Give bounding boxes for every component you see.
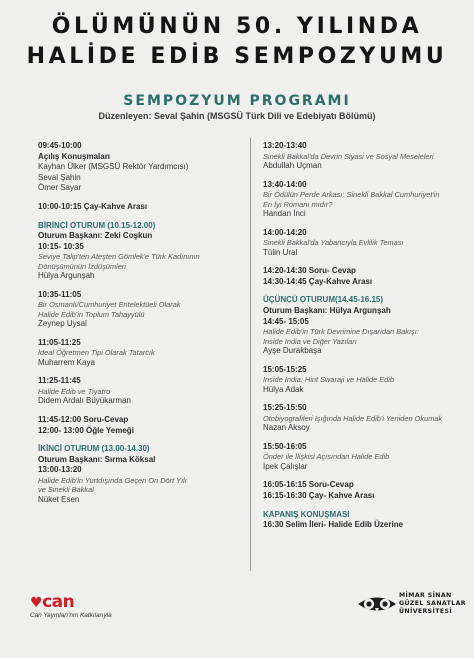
session-time: 16:30 Selim İleri- Halide Edib Üzerine xyxy=(263,520,404,530)
msgsu-logo-text xyxy=(399,592,466,616)
talk-title: ve Sinekli Bakkal xyxy=(38,485,94,495)
program-item xyxy=(38,202,238,213)
session-heading: KAPANIŞ KONUŞMASI xyxy=(263,509,350,519)
session-time: 11:45-12:00 Soru-Cevap xyxy=(38,414,129,424)
program-item xyxy=(38,290,238,330)
talk-title: Sinekli Bakkal'da Devrin Siyasi ve Sosyal Meseleleri xyxy=(263,151,434,161)
speaker-name: Hülya Adak xyxy=(263,384,304,394)
talk-title: En İyi Romanı mıdır? xyxy=(263,199,333,209)
can-logo-text: can xyxy=(42,592,75,612)
msgsu-line-1: MİMAR SİNAN xyxy=(399,592,452,599)
speaker-name: Ömer Sayar xyxy=(38,183,82,193)
session-time: 10:00-10:15 Çay-Kahve Arası xyxy=(38,201,148,211)
speaker-name: Muharrem Kaya xyxy=(38,357,95,367)
session-heading: ÜÇÜNCÜ OTURUM(14.45-16.15) xyxy=(263,295,384,305)
program-item xyxy=(263,403,468,434)
session-label: Oturum Başkanı: Zeki Coşkun xyxy=(38,231,153,241)
speaker-name: Nüket Esen xyxy=(38,494,80,504)
talk-title: Inside India ve Diğer Yazıları xyxy=(263,336,357,346)
talk-title: Önder ile İlişkisi Açısından Halide Edib xyxy=(263,452,390,462)
program-item xyxy=(38,376,238,407)
session-time: 13:00-13:20 xyxy=(38,465,82,475)
session-heading: İKİNCİ OTURUM (13.00-14.30) xyxy=(38,444,150,454)
session-time: 16:15-16:30 Çay- Kahve Arası xyxy=(263,490,375,500)
speaker-name: Handan İnci xyxy=(263,209,306,218)
program-item xyxy=(263,510,468,531)
program-item xyxy=(38,415,238,436)
session-label: Açılış Konuşmaları xyxy=(38,151,111,161)
can-logo xyxy=(30,592,74,612)
speaker-name: Kayhan Ülker (MSGSÜ Rektör Yardımcısı) xyxy=(38,162,189,172)
speaker-name: Zeynep Uysal xyxy=(38,319,87,329)
session-time: 11:05-11:25 xyxy=(38,337,81,347)
talk-title: Halide Edib'in Yurtdışında Geçen On Dört Yılı xyxy=(38,475,187,485)
talk-title: Sinekli Bakkal'da Yabancıyla Evlilik Teması xyxy=(263,238,404,248)
msgsu-line-2: GÜZEL SANATLAR xyxy=(399,600,466,607)
speaker-name: Nazan Aksoy xyxy=(263,423,310,433)
speaker-name: Ayşe Durakbaşa xyxy=(263,345,322,355)
talk-title: Otobiyografileri Işığında Halide Edib'i Yeniden Okumak xyxy=(263,413,443,423)
program-item xyxy=(38,221,238,282)
session-heading: BİRİNCİ OTURUM (10.15-12.00) xyxy=(38,220,156,230)
headline-line-1: ÖLÜMÜNÜN 50. YILINDA xyxy=(51,14,423,39)
talk-title: Dönüşümünün İzdüşümleri xyxy=(38,261,126,271)
program-item xyxy=(263,365,468,396)
talk-title: Halide Edib'in Türk Devrimine Dışarıdan Bakışı: xyxy=(263,327,419,337)
speaker-name: Tülin Ural xyxy=(263,247,298,257)
program-item xyxy=(263,141,468,172)
talk-title: Seviye Talip'ten Ateşten Gömlek'e Türk Kadınının xyxy=(38,252,200,262)
program-item xyxy=(38,444,238,505)
talk-title: İdeal Öğretmen Tipi Olarak Tatarcık xyxy=(38,348,155,358)
msgsu-line-3: ÜNİVERSİTESİ xyxy=(399,608,453,615)
session-time: 11:25-11:45 xyxy=(38,376,81,386)
program-title: SEMPOZYUM PROGRAMI xyxy=(123,93,351,109)
session-time: 10:35-11:05 xyxy=(38,289,82,299)
session-time: 12:00- 13:00 Öğle Yemeği xyxy=(38,425,134,435)
program-item xyxy=(38,141,238,194)
program-item xyxy=(263,295,468,356)
program-item xyxy=(263,228,468,259)
program-item xyxy=(38,338,238,369)
headline-line-2: HALİDE EDİB SEMPOZYUMU xyxy=(26,44,448,69)
session-time: 15:25-15:50 xyxy=(263,403,307,413)
session-time: 14:00-14:20 xyxy=(263,227,307,237)
session-time: 15:05-15:25 xyxy=(263,364,307,374)
session-time: 14:20-14:30 Soru- Cevap xyxy=(263,266,356,276)
session-time: 14:45- 15:05 xyxy=(263,316,309,326)
session-label: Oturum Başkanı: Hülya Argunşah xyxy=(263,305,391,315)
program-item xyxy=(263,266,468,287)
can-caption: Can Yayınları'nın Katkılarıyla xyxy=(30,612,112,619)
session-time: 15:50-16:05 xyxy=(263,441,307,451)
session-time: 14:30-14:45 Çay-Kahve Arası xyxy=(263,276,373,286)
heart-icon: ♥ xyxy=(30,595,43,611)
session-time: 16:05-16:15 Soru-Cevap xyxy=(263,480,354,490)
session-time: 13:20-13:40 xyxy=(263,141,307,150)
speaker-name: İpek Çalışlar xyxy=(263,461,308,471)
speaker-name: Didem Ardalı Büyükarman xyxy=(38,396,131,406)
owl-logo-icon xyxy=(356,593,398,615)
organizer-line: Düzenleyen: Seval Şahin (MSGSÜ Türk Dili ve Edebiyatı Bölümü) xyxy=(98,111,376,121)
session-time: 09:45-10:00 xyxy=(38,141,82,150)
program-right-column xyxy=(263,141,468,539)
program-item xyxy=(263,442,468,473)
session-label: Oturum Başkanı: Sırma Köksal xyxy=(38,454,156,464)
talk-title: Bir Osmanlı/Cumhuriyet Entelektüeli Olarak xyxy=(38,300,181,310)
speaker-name: Hülya Argunşah xyxy=(38,271,95,281)
program-item xyxy=(263,180,468,220)
program-left-column xyxy=(38,141,238,513)
talk-title: Halide Edib'in Toplum Tahayyülü xyxy=(38,309,145,319)
speaker-name: Abdullah Uçman xyxy=(263,161,322,170)
session-time: 10:15- 10:35 xyxy=(38,241,84,251)
speaker-name: Seval Şahin xyxy=(38,172,81,182)
session-time: 13:40-14:00 xyxy=(263,179,307,189)
column-divider xyxy=(250,138,251,571)
talk-title: Bir Ödülün Perde Arkası: Sinekli Bakkal Cumhuriyet'in xyxy=(263,190,440,200)
talk-title: Halide Edib ve Tiyatro xyxy=(38,386,111,396)
program-item xyxy=(263,480,468,501)
talk-title: Inside India: Hint Swaraji ve Halide Edib xyxy=(263,375,395,385)
